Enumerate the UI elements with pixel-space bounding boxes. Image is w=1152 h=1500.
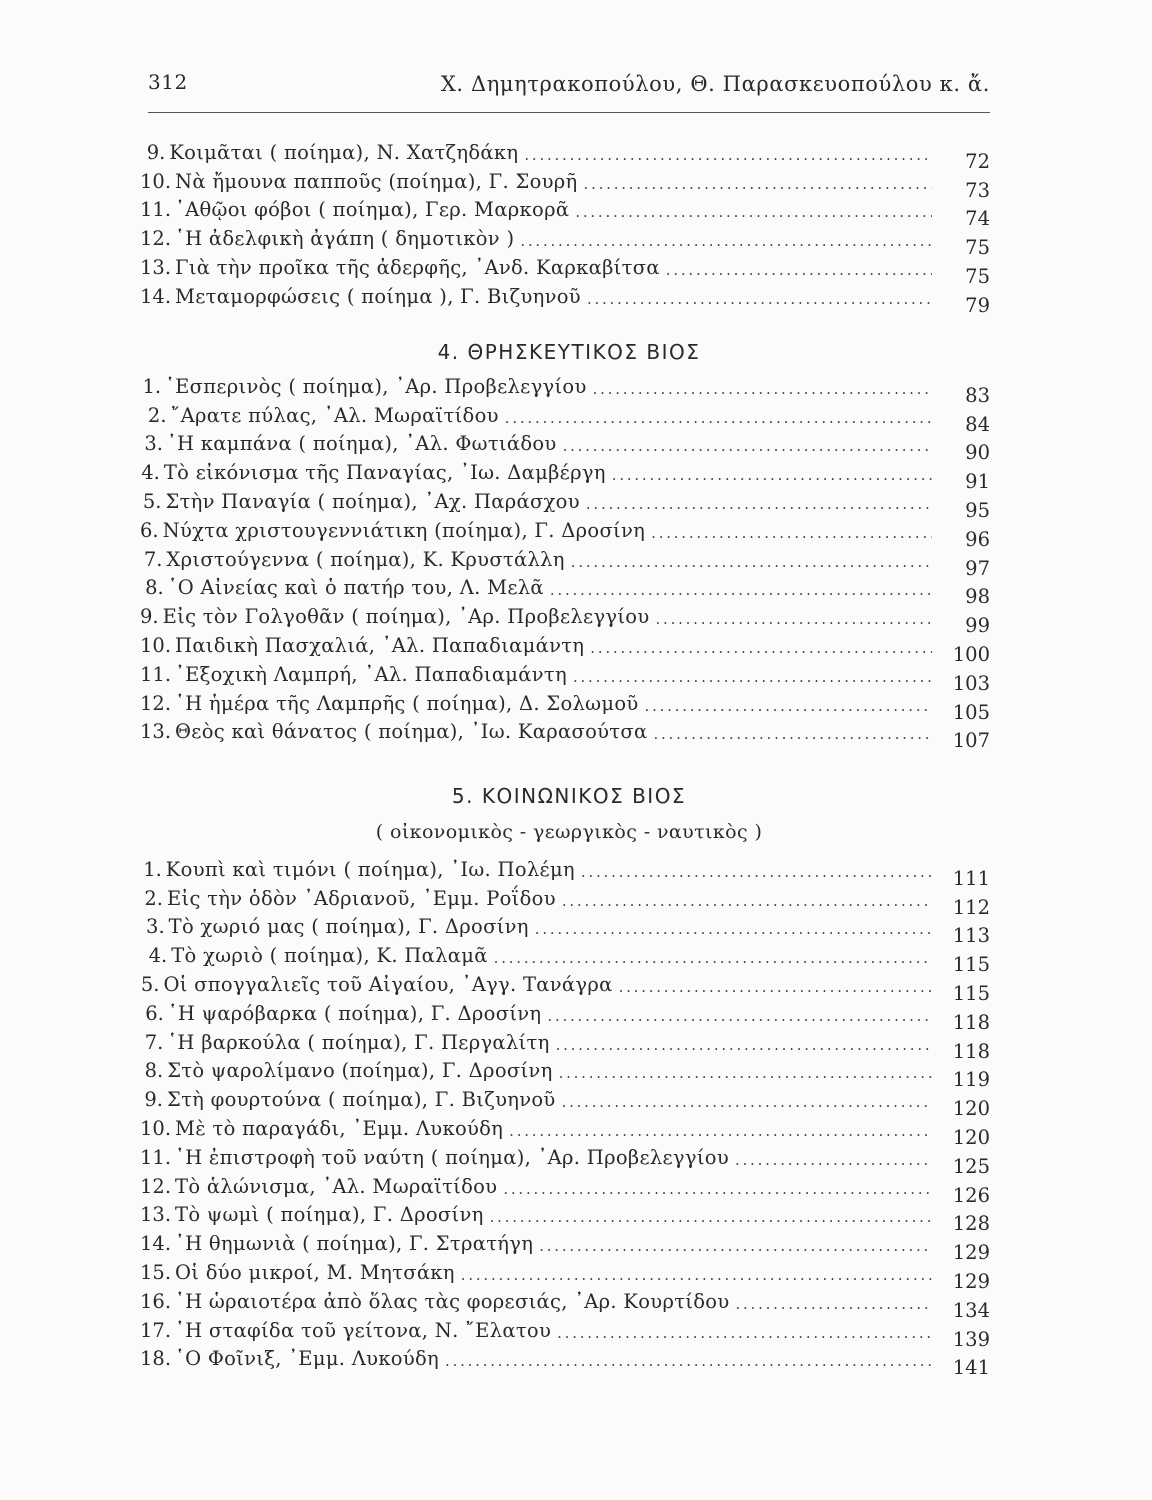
entry-page-number: 139 <box>952 1327 990 1351</box>
entry-title: ῾Η θημωνιὰ ( ποίημα), Γ. Στρατήγη <box>175 1232 534 1256</box>
entry-number: 6. <box>145 1001 164 1025</box>
dot-leader <box>520 231 932 251</box>
dot-leader <box>581 862 932 882</box>
toc-entry <box>140 428 990 465</box>
entry-title: Χριστούγεννα ( ποίημα), Κ. Κρυστάλλη <box>166 547 565 571</box>
entry-title: Κοιμᾶται ( ποίημα), Ν. Χατζηδάκη <box>169 140 519 164</box>
entry-title: Οἱ δύο μικροί, Μ. Μητσάκη <box>175 1260 455 1284</box>
dot-leader <box>563 436 932 456</box>
section-4-heading: 4. ΘΡΗΣΚΕΥΤΙΚΟΣ ΒΙΟΣ <box>437 340 701 364</box>
entry-title: ῾Η ἐπιστροφὴ τοῦ ναύτη ( ποίημα), ᾽Αρ. Προβελεγγίου <box>175 1145 729 1169</box>
toc-entry <box>140 1083 990 1121</box>
entry-page-number: 95 <box>965 498 990 522</box>
entry-title: ῾Η ἀδελφικὴ ἀγάπη ( δημοτικὸν ) <box>175 227 515 251</box>
entry-number: 9. <box>140 605 159 629</box>
entry-page-number: 72 <box>965 149 990 173</box>
entry-number: 13. <box>140 720 172 744</box>
toc-entry <box>140 939 990 977</box>
entry-page-number: 90 <box>965 441 990 465</box>
toc-entry <box>140 514 990 551</box>
entry-number: 7. <box>144 1030 164 1054</box>
dot-leader <box>735 1294 932 1314</box>
entry-number: 14. <box>140 1232 172 1256</box>
toc-section-3-continued <box>140 136 990 317</box>
entry-title: ῾Η σταφίδα τοῦ γείτονα, Ν. ῎Ελατου <box>175 1318 552 1342</box>
entry-number: 12. <box>140 1174 172 1198</box>
entry-page-number: 100 <box>952 642 990 666</box>
toc-entry <box>140 543 990 580</box>
entry-number: 9. <box>146 140 166 164</box>
entry-page-number: 84 <box>965 412 990 436</box>
toc-entry <box>140 882 990 919</box>
entry-page-number: 107 <box>952 729 990 753</box>
toc-entry <box>140 1256 990 1293</box>
entry-number: 10. <box>140 1116 172 1140</box>
toc-entry <box>140 1055 990 1092</box>
entry-title: Τὸ χωριό μας ( ποίημα), Γ. Δροσίνη <box>168 915 529 939</box>
toc-entry <box>140 485 990 522</box>
dot-leader <box>587 289 932 309</box>
toc-entry <box>140 1026 990 1063</box>
toc-entry <box>140 456 990 494</box>
entry-page-number: 134 <box>952 1298 990 1322</box>
dot-leader <box>575 202 932 222</box>
entry-title: ᾽Αθῷοι φόβοι ( ποίημα), Γερ. Μαρκορᾶ <box>175 198 570 222</box>
dot-leader <box>557 1323 932 1343</box>
toc-entry <box>140 1314 990 1351</box>
toc-entry <box>140 687 990 724</box>
entry-page-number: 98 <box>965 585 990 609</box>
dot-leader <box>562 1092 932 1112</box>
dot-leader <box>590 638 932 658</box>
entry-number: 12. <box>140 691 172 715</box>
toc-entry <box>140 222 990 260</box>
toc-entry <box>140 165 990 202</box>
entry-title: Εἰς τὴν ὁδὸν ᾽Αδριανοῦ, ᾽Εμμ. Ροΐδου <box>166 886 556 910</box>
section-5-heading: 5. ΚΟΙΝΩΝΙΚΟΣ ΒΙΟΣ <box>451 784 687 808</box>
toc-entry <box>140 1170 990 1207</box>
entry-title: Παιδικὴ Πασχαλιά, ᾽Αλ. Παπαδιαμάντη <box>175 633 585 657</box>
header-rule <box>148 112 990 113</box>
entry-number: 10. <box>140 633 172 657</box>
entry-number: 15. <box>140 1260 172 1284</box>
entry-number: 7. <box>143 547 163 571</box>
section-5-subheading: ( οἰκονομικὸς - γεωργικὸς - ναυτικὸς ) <box>375 821 763 843</box>
entry-title: Τὸ χωριὸ ( ποίημα), Κ. Παλαμᾶ <box>171 944 488 968</box>
entry-number: 11. <box>140 1145 172 1169</box>
entry-number: 13. <box>140 1203 172 1227</box>
entry-number: 12. <box>140 227 172 251</box>
running-head: Χ. Δημητρακοπούλου, Θ. Παρασκευοπούλου κ. ἄ. <box>440 72 990 96</box>
toc-entry <box>140 1141 990 1178</box>
entry-number: 3. <box>144 432 163 456</box>
entry-title: Θεὸς καὶ θάνατος ( ποίημα), ᾽Ιω. Καρασούτσα <box>175 720 648 744</box>
entry-page-number: 125 <box>952 1154 990 1178</box>
entry-title: Τὸ εἰκόνισμα τῆς Παναγίας, ᾽Ιω. Δαμβέργη <box>163 461 606 485</box>
entry-page-number: 83 <box>965 383 990 407</box>
entry-title: Τὸ ψωμὶ ( ποίημα), Γ. Δροσίνη <box>175 1203 484 1227</box>
entry-page-number: 112 <box>952 895 990 919</box>
entry-page-number: 129 <box>952 1241 990 1265</box>
entry-number: 17. <box>140 1318 172 1342</box>
dot-leader <box>535 919 932 939</box>
entry-number: 5. <box>140 972 160 996</box>
dot-leader <box>559 1063 932 1083</box>
entry-title: Κουπὶ καὶ τιμόνι ( ποίημα), ᾽Ιω. Πολέμη <box>165 857 575 881</box>
dot-leader <box>586 494 932 514</box>
toc-entry <box>140 1285 990 1322</box>
toc-entry <box>140 1343 990 1380</box>
entry-title: Στὴ φουρτούνα ( ποίημα), Γ. Βιζυηνοῦ <box>167 1088 556 1112</box>
dot-leader <box>612 465 932 485</box>
entry-number: 8. <box>144 1059 164 1083</box>
page-number: 312 <box>148 70 188 94</box>
entry-title: ῾Η ἡμέρα τῆς Λαμπρῆς ( ποίημα), Δ. Σολωμοῦ <box>175 691 639 715</box>
entry-page-number: 141 <box>952 1356 990 1380</box>
entry-number: 11. <box>140 662 172 686</box>
toc-entry <box>140 370 990 407</box>
dot-leader <box>494 948 932 968</box>
entry-title: Εἰς τὸν Γολγοθᾶν ( ποίημα), ᾽Αρ. Προβελεγγίου <box>162 605 650 629</box>
dot-leader <box>524 145 932 165</box>
entry-page-number: 115 <box>952 981 990 1005</box>
toc-entry <box>140 911 990 948</box>
entry-page-number: 91 <box>965 470 990 494</box>
dot-leader <box>490 1207 932 1227</box>
toc-entry <box>140 280 990 317</box>
entry-page-number: 113 <box>952 924 990 948</box>
toc-entry <box>140 629 990 666</box>
entry-page-number: 120 <box>952 1125 990 1149</box>
entry-number: 5. <box>142 489 162 513</box>
dot-leader <box>584 174 932 194</box>
entry-number: 6. <box>140 518 159 542</box>
entry-number: 8. <box>145 576 164 600</box>
entry-page-number: 115 <box>952 953 990 977</box>
entry-title: ῾Η ὡραιοτέρα ἀπὸ ὅλας τὰς φορεσιάς, ᾽Αρ. Κουρτίδου <box>175 1289 730 1313</box>
page-header <box>148 70 990 100</box>
entry-title: ᾽Εξοχικὴ Λαμπρή, ᾽Αλ. Παπαδιαμάντη <box>175 662 567 686</box>
dot-leader <box>619 977 932 997</box>
entry-number: 16. <box>140 1289 172 1313</box>
entry-number: 3. <box>146 915 165 939</box>
toc-entry <box>140 600 990 638</box>
entry-page-number: 75 <box>965 264 990 288</box>
toc-entry <box>140 399 990 436</box>
entry-page-number: 73 <box>965 178 990 202</box>
entry-number: 1. <box>142 374 162 398</box>
toc-entry <box>140 1199 990 1236</box>
dot-leader <box>656 609 933 629</box>
entry-number: 14. <box>140 284 172 308</box>
dot-leader <box>571 552 932 572</box>
entry-number: 13. <box>140 255 172 279</box>
entry-page-number: 128 <box>952 1212 990 1236</box>
toc-entry <box>140 658 990 695</box>
dot-leader <box>651 523 932 543</box>
entry-page-number: 118 <box>952 1010 990 1034</box>
entry-title: Νύχτα χριστουγεννιάτικη (ποίημα), Γ. Δροσίνη <box>162 518 646 542</box>
entry-page-number: 118 <box>952 1039 990 1063</box>
entry-number: 2. <box>144 886 163 910</box>
entry-title: Μὲ τὸ παραγάδι, ᾽Εμμ. Λυκούδη <box>175 1116 504 1140</box>
dot-leader <box>539 1236 932 1256</box>
toc-entry <box>140 572 990 609</box>
dot-leader <box>556 1035 932 1055</box>
entry-title: Μεταμορφώσεις ( ποίημα ), Γ. Βιζυηνοῦ <box>175 284 581 308</box>
entry-title: Στὸ ψαρολίμανο (ποίημα), Γ. Δροσίνη <box>167 1059 553 1083</box>
entry-number: 4. <box>141 461 160 485</box>
toc-section-5 <box>140 853 990 1380</box>
entry-title: ῾Η βαρκούλα ( ποίημα), Γ. Περγαλίτη <box>167 1030 550 1054</box>
entry-title: ῾Η ψαρόβαρκα ( ποίημα), Γ. Δροσίνη <box>167 1001 542 1025</box>
entry-title: ῎Αρατε πύλας, ᾽Αλ. Μωραϊτίδου <box>170 403 499 427</box>
entry-page-number: 103 <box>952 671 990 695</box>
dot-leader <box>550 580 932 600</box>
entry-page-number: 79 <box>965 293 990 317</box>
dot-leader <box>666 260 932 280</box>
entry-number: 4. <box>148 944 168 968</box>
dot-leader <box>503 1179 932 1199</box>
entry-page-number: 74 <box>965 207 990 231</box>
entry-title: ῾Ο Αἰνείας καὶ ὁ πατήρ του, Λ. Μελᾶ <box>167 576 544 600</box>
toc-entry <box>140 136 990 173</box>
toc-entry <box>140 997 990 1034</box>
dot-leader <box>461 1265 932 1285</box>
toc-entry <box>140 968 990 1005</box>
entry-title: ῾Εσπερινὸς ( ποίημα), ᾽Αρ. Προβελεγγίου <box>165 374 587 398</box>
entry-page-number: 97 <box>965 556 990 580</box>
entry-title: ῾Ο Φοῖνιξ, ᾽Εμμ. Λυκούδη <box>175 1347 440 1371</box>
entry-title: Οἱ σπογγαλιεῖς τοῦ Αἰγαίου, ᾽Αγγ. Τανάγρα <box>163 972 613 996</box>
entry-title: Νὰ ἤμουνα παπποῦς (ποίημα), Γ. Σουρῆ <box>175 169 578 193</box>
dot-leader <box>593 379 932 399</box>
entry-page-number: 99 <box>965 614 990 638</box>
entry-title: Γιὰ τὴν προῖκα τῆς ἀδερφῆς, ᾽Ανδ. Καρκαβίτσα <box>175 255 660 279</box>
dot-leader <box>509 1121 932 1141</box>
dot-leader <box>445 1351 932 1371</box>
entry-number: 9. <box>144 1088 163 1112</box>
toc-entry <box>140 1227 990 1265</box>
entry-page-number: 111 <box>952 866 990 890</box>
entry-title: Στὴν Παναγία ( ποίημα), ᾽Αχ. Παράσχου <box>165 489 580 513</box>
entry-number: 2. <box>147 403 167 427</box>
toc-entry <box>140 251 990 288</box>
dot-leader <box>562 891 932 911</box>
entry-title: Τὸ ἁλώνισμα, ᾽Αλ. Μωραϊτίδου <box>175 1174 498 1198</box>
dot-leader <box>645 696 932 716</box>
entry-page-number: 75 <box>965 236 990 260</box>
entry-page-number: 120 <box>952 1097 990 1121</box>
entry-page-number: 119 <box>952 1068 990 1092</box>
dot-leader <box>505 408 932 428</box>
toc-entry <box>140 853 990 890</box>
toc-entry <box>140 194 990 231</box>
toc-entry <box>140 716 990 753</box>
entry-number: 1. <box>143 857 162 881</box>
entry-page-number: 96 <box>965 527 990 551</box>
dot-leader <box>547 1006 932 1026</box>
dot-leader <box>653 724 932 744</box>
dot-leader <box>573 667 932 687</box>
toc-section-4 <box>140 370 990 753</box>
entry-page-number: 126 <box>952 1183 990 1207</box>
entry-number: 11. <box>140 198 172 222</box>
entry-title: ῾Η καμπάνα ( ποίημα), ᾽Αλ. Φωτιάδου <box>166 432 557 456</box>
entry-page-number: 105 <box>952 700 990 724</box>
toc-entry <box>140 1112 990 1149</box>
entry-number: 10. <box>140 169 172 193</box>
entry-page-number: 129 <box>952 1269 990 1293</box>
dot-leader <box>735 1150 932 1170</box>
entry-number: 18. <box>140 1347 172 1371</box>
